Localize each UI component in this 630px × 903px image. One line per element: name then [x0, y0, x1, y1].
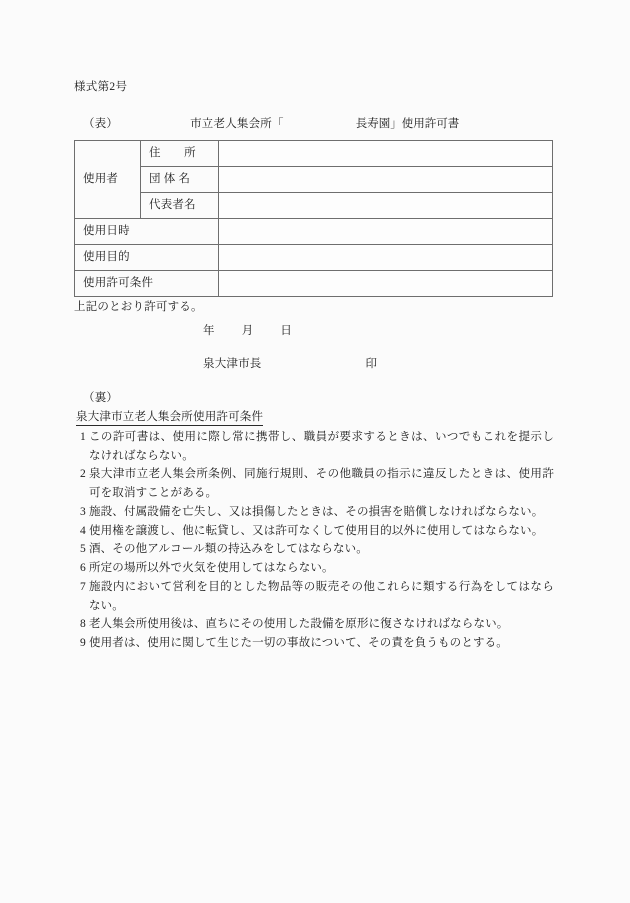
- list-item: [76, 615, 554, 634]
- table-row: [75, 167, 553, 193]
- front-side-marker: （表）: [83, 118, 119, 130]
- condition-number: 9: [80, 637, 86, 650]
- address-label-cell: 住 所: [141, 141, 219, 167]
- usage-purpose-label-cell: 使用目的: [75, 245, 219, 271]
- date-month-label: 月: [241, 325, 254, 337]
- condition-text: 老人集会所使用後は、直ちにその使用した設備を原形に復さなければならない。: [89, 618, 509, 631]
- user-label-cell: 使用者: [75, 141, 141, 219]
- list-item: [76, 559, 554, 578]
- table-row: [75, 245, 553, 271]
- document-title-row: [74, 115, 554, 131]
- seal-mark: 印: [365, 358, 378, 370]
- list-item: [76, 465, 554, 502]
- condition-text: 泉大津市立老人集会所条例、同施行規則、その他職員の指示に違反したときは、使用許可を取消すことがある。: [89, 468, 554, 500]
- title-facility-name: 長寿園」使用許可書: [355, 118, 460, 130]
- issuer-line: [203, 355, 377, 371]
- condition-number: 4: [80, 524, 86, 537]
- group-name-label-cell: 団 体 名: [141, 167, 219, 193]
- condition-text: 酒、その他アルコール類の持込みをしてはならない。: [89, 543, 368, 556]
- list-item: [76, 428, 554, 465]
- condition-number: 1: [80, 431, 86, 443]
- permit-conditions-label-cell: 使用許可条件: [75, 271, 219, 297]
- approval-statement: 上記のとおり許可する。: [74, 301, 203, 313]
- form-number: 様式第2号: [74, 81, 128, 93]
- table-row: [75, 271, 553, 297]
- condition-text: この許可書は、使用に際し常に携帯し、職員が要求するときは、いつでもこれを提示しなければならない。: [89, 431, 554, 462]
- list-item: [76, 578, 554, 615]
- condition-number: 2: [80, 468, 86, 481]
- table-row: [75, 193, 553, 219]
- condition-number: 6: [80, 562, 86, 575]
- condition-number: 5: [80, 543, 86, 556]
- conditions-heading: 泉大津市立老人集会所使用許可条件: [76, 408, 263, 426]
- condition-number: 3: [80, 505, 86, 518]
- date-year-label: 年: [203, 325, 215, 337]
- condition-text: 施設、付属設備を亡失し、又は損傷したときは、その損害を賠償しなければならない。: [89, 505, 544, 518]
- table-row: [75, 219, 553, 245]
- address-value-cell[interactable]: [219, 141, 553, 167]
- title-prefix: 市立老人集会所「: [190, 118, 284, 130]
- usage-datetime-value-cell[interactable]: [219, 219, 553, 245]
- condition-text: 使用権を譲渡し、他に転貸し、又は許可なくして使用目的以外に使用してはならない。: [89, 524, 544, 537]
- conditions-list: [76, 428, 554, 653]
- group-name-value-cell[interactable]: [219, 167, 553, 193]
- table-row: [75, 141, 553, 167]
- permit-form-table: [74, 140, 553, 297]
- back-side-marker: （裏）: [83, 392, 119, 404]
- representative-value-cell[interactable]: [219, 193, 553, 219]
- list-item: [76, 634, 554, 653]
- condition-text: 使用者は、使用に関して生じた一切の事故について、その責を負うものとする。: [89, 637, 508, 650]
- approval-date-line: [203, 322, 292, 338]
- usage-datetime-label-cell: 使用日時: [75, 219, 219, 245]
- condition-number: 7: [80, 580, 86, 593]
- date-day-label: 日: [280, 325, 293, 337]
- usage-purpose-value-cell[interactable]: [219, 245, 553, 271]
- issuer-title: 泉大津市長: [203, 358, 262, 370]
- condition-text: 所定の場所以外で火気を使用してはならない。: [89, 562, 334, 575]
- condition-text: 施設内において営利を目的とした物品等の販売その他これらに類する行為をしてはならない。: [89, 580, 554, 612]
- list-item: [76, 503, 554, 522]
- list-item: [76, 540, 554, 559]
- permit-conditions-value-cell[interactable]: [219, 271, 553, 297]
- representative-label-cell: 代表者名: [141, 193, 219, 219]
- condition-number: 8: [80, 618, 86, 631]
- list-item: [76, 522, 554, 541]
